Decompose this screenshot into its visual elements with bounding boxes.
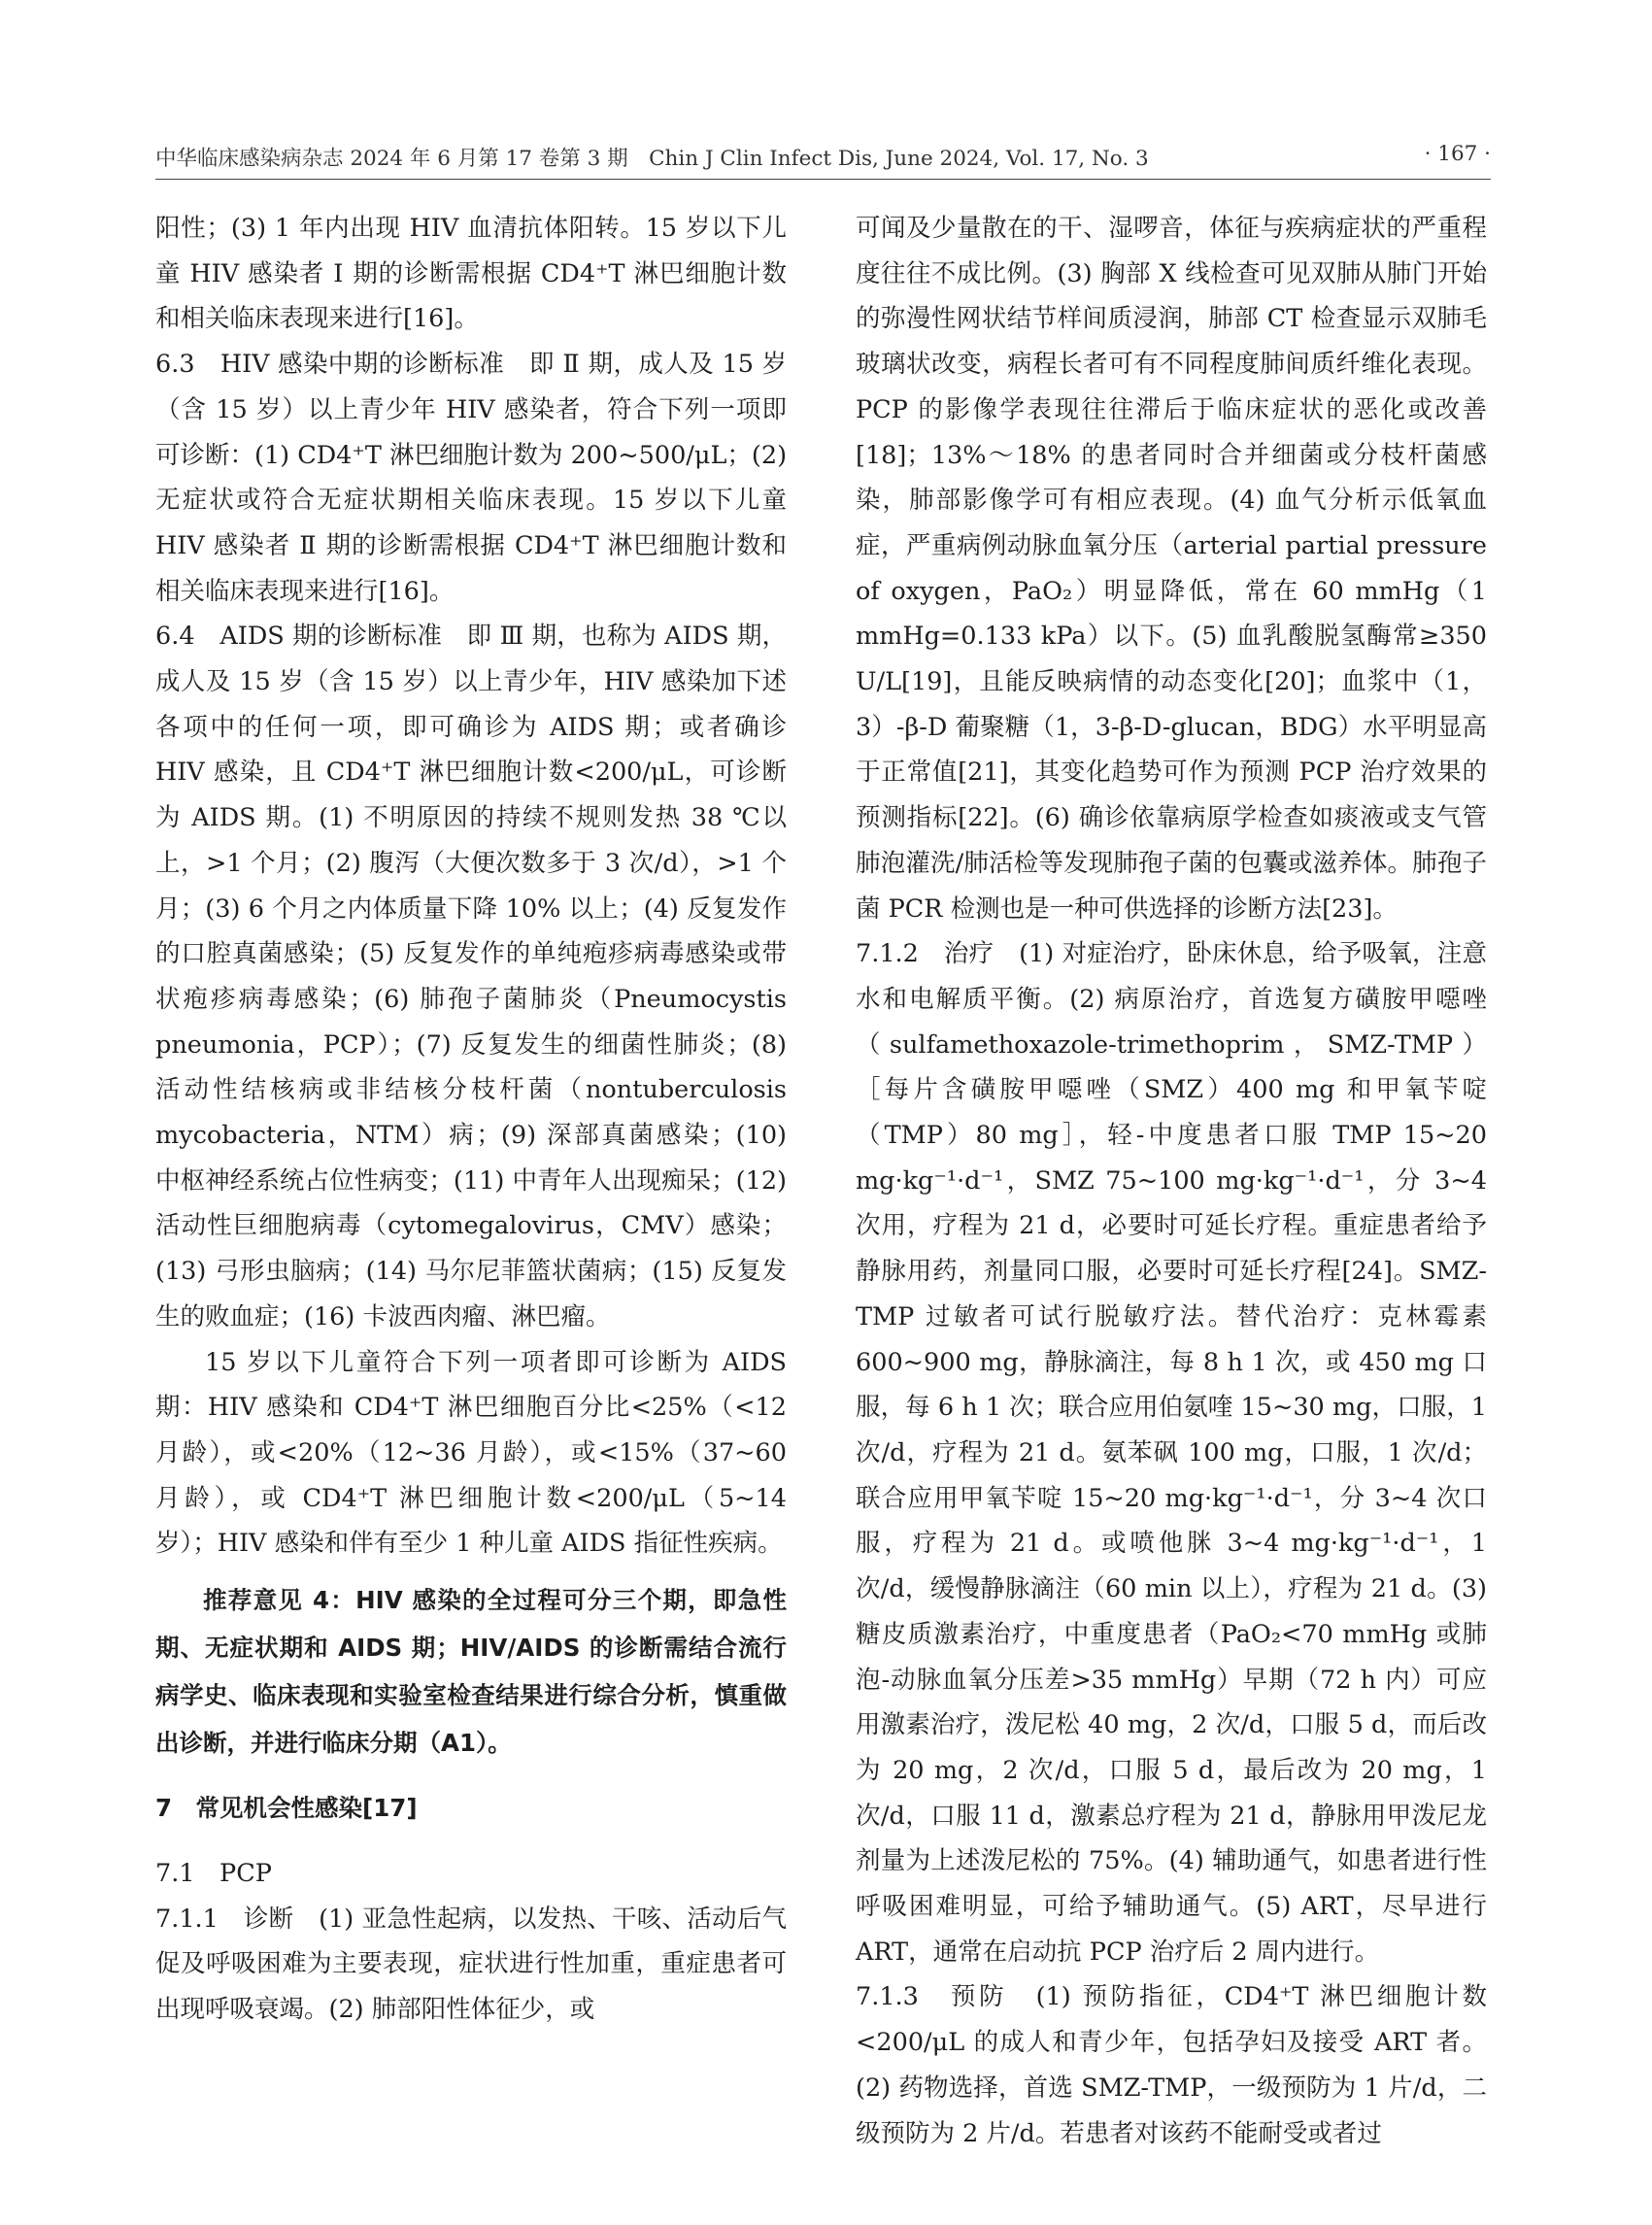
left-column (155, 206, 787, 2129)
paragraph-6-3: 6.3 HIV 感染中期的诊断标准 即 Ⅱ 期，成人及 15 岁（含 15 岁）以上青少年 HIV 感染者，符合下列一项即可诊断：(1) CD4⁺T 淋巴细胞计数为 200~500/μL；(2) 无症状或符合无症状期相关临床表现。15 岁以下儿童 HIV 感染者 Ⅱ 期的诊断需根据 CD4⁺T 淋巴细胞计数和相关临床表现来进行[16]。 (155, 350, 788, 606)
page-number: · 167 · (1424, 142, 1491, 166)
paragraph-7-1-2: 7.1.2 治疗 (1) 对症治疗，卧床休息，给予吸氧，注意水和电解质平衡。(2) 病原治疗，首选复方磺胺甲噁唑（sulfamethoxazole-trimethoprim，SMZ-TMP）［每片含磺胺甲噁唑（SMZ）400 mg 和甲氧苄啶（TMP）80 mg］，轻-中度患者口服 TMP 15~20 mg·kg⁻¹·d⁻¹，SMZ 75~100 mg·kg⁻¹·d⁻¹，分 3~4 次用，疗程为 21 d，必要时可延长疗程。重症患者给予静脉用药，剂量同口服，必要时可延长疗程[24]。SMZ-TMP 过敏者可试行脱敏疗法。替代治疗：克林霉素 600~900 mg，静脉滴注，每 8 h 1 次，或 450 mg 口服，每 6 h 1 次；联合应用伯氨喹 15~30 mg，口服，1 次/d，疗程为 21 d。氨苯砜 100 mg，口服，1 次/d；联合应用甲氧苄啶 15~20 mg·kg⁻¹·d⁻¹，分 3~4 次口服，疗程为 21 d。或喷他脒 3~4 mg·kg⁻¹·d⁻¹，1 次/d，缓慢静脉滴注（60 min 以上），疗程为 21 d。(3) 糖皮质激素治疗，中重度患者（PaO₂<70 mmHg 或肺泡-动脉血氧分压差>35 mmHg）早期（72 h 内）可应用激素治疗，泼尼松 40 mg，2 次/d，口服 5 d，而后改为 20 mg，2 次/d，口服 5 d，最后改为 20 mg，1 次/d，口服 11 d，激素总疗程为 21 d，静脉用甲泼尼龙剂量为上述泼尼松的 75%。(4) 辅助通气，如患者进行性呼吸困难明显，可给予辅助通气。(5) ART，尽早进行 ART，通常在启动抗 PCP 治疗后 2 周内进行。 (856, 939, 1487, 1967)
journal-citation: 中华临床感染病杂志 2024 年 6 月第 17 卷第 3 期 Chin J Clin Infect Dis, June 2024, Vol. 17, No. 3 (155, 147, 1149, 171)
paragraph-children-aids: 15 岁以下儿童符合下列一项者即可诊断为 AIDS 期：HIV 感染和 CD4⁺T 淋巴细胞百分比<25%（<12 月龄），或<20%（12~36 月龄），或<15%（37~60 月龄），或 CD4⁺T 淋巴细胞计数<200/μL（5~14 岁）；HIV 感染和伴有至少 1 种儿童 AIDS 指征性疾病。 (155, 1347, 787, 1559)
paragraph-7-1-3: 7.1.3 预防 (1) 预防指征，CD4⁺T 淋巴细胞计数<200/μL 的成人和青少年，包括孕妇及接受 ART 者。(2) 药物选择，首选 SMZ-TMP，一级预防为 1 片/d，二级预防为 2 片/d。若患者对该药不能耐受或者过 (856, 1982, 1487, 2148)
header-rule (155, 179, 1491, 180)
paragraph-7-1-1: 7.1.1 诊断 (1) 亚急性起病，以发热、干咳、活动后气促及呼吸困难为主要表现，症状进行性加重，重症患者可出现呼吸衰竭。(2) 肺部阳性体征少，或 (155, 1904, 787, 2024)
paragraph-stage1-end: 阳性；(3) 1 年内出现 HIV 血清抗体阳转。15 岁以下儿童 HIV 感染者 Ⅰ 期的诊断需根据 CD4⁺T 淋巴细胞计数和相关临床表现来进行[16]。 (155, 214, 787, 334)
paragraph-6-4: 6.4 AIDS 期的诊断标准 即 Ⅲ 期，也称为 AIDS 期，成人及 15 岁（含 15 岁）以上青少年，HIV 感染加下述各项中的任何一项，即可确诊为 AIDS 期；或者确诊 HIV 感染，且 CD4⁺T 淋巴细胞计数<200/μL，可诊断为 AIDS 期。(1) 不明原因的持续不规则发热 38 ℃以上，>1 个月；(2) 腹泻（大便次数多于 3 次/d），>1 个月；(3) 6 个月之内体质量下降 10% 以上；(4) 反复发作的口腔真菌感染；(5) 反复发作的单纯疱疹病毒感染或带状疱疹病毒感染；(6) 肺孢子菌肺炎（Pneumocystis pneumonia，PCP）；(7) 反复发生的细菌性肺炎；(8) 活动性结核病或非结核分枝杆菌（nontuberculosis mycobacteria，NTM）病；(9) 深部真菌感染；(10) 中枢神经系统占位性病变；(11) 中青年人出现痴呆；(12) 活动性巨细胞病毒（cytomegalovirus，CMV）感染；(13) 弓形虫脑病；(14) 马尔尼菲篮状菌病；(15) 反复发生的败血症；(16) 卡波西肉瘤、淋巴瘤。 (155, 622, 787, 1332)
section-7-heading: 7 常见机会性感染[17] (155, 1794, 418, 1823)
section-7-1-heading: 7.1 PCP (155, 1858, 272, 1888)
recommendation-4: 推荐意见 4：HIV 感染的全过程可分三个期，即急性期、无症状期和 AIDS 期；HIV/AIDS 的诊断需结合流行病学史、临床表现和实验室检查结果进行综合分析，慎重做出诊断，并进行临床分期（A1）。 (155, 1586, 787, 1758)
running-header (155, 136, 1491, 171)
right-column (856, 206, 1487, 2148)
paragraph-diagnosis-cont: 可闻及少量散在的干、湿啰音，体征与疾病症状的严重程度往往不成比例。(3) 胸部 X 线检查可见双肺从肺门开始的弥漫性网状结节样间质浸润，肺部 CT 检查显示双肺毛玻璃状改变，病程长者可有不同程度肺间质纤维化表现。PCP 的影像学表现往往滞后于临床症状的恶化或改善[18]；13%～18% 的患者同时合并细菌或分枝杆菌感染，肺部影像学可有相应表现。(4) 血气分析示低氧血症，严重病例动脉血氧分压（arterial partial pressure of oxygen，PaO₂）明显降低，常在 60 mmHg（1 mmHg=0.133 kPa）以下。(5) 血乳酸脱氢酶常≥350 U/L[19]，且能反映病情的动态变化[20]；血浆中（1，3）-β-D 葡聚糖（1，3-β-D-glucan，BDG）水平明显高于正常值[21]，其变化趋势可作为预测 PCP 治疗效果的预测指标[22]。(6) 确诊依靠病原学检查如痰液或支气管肺泡灌洗/肺活检等发现肺孢子菌的包囊或滋养体。肺孢子菌 PCR 检测也是一种可供选择的诊断方法[23]。 (856, 214, 1487, 924)
